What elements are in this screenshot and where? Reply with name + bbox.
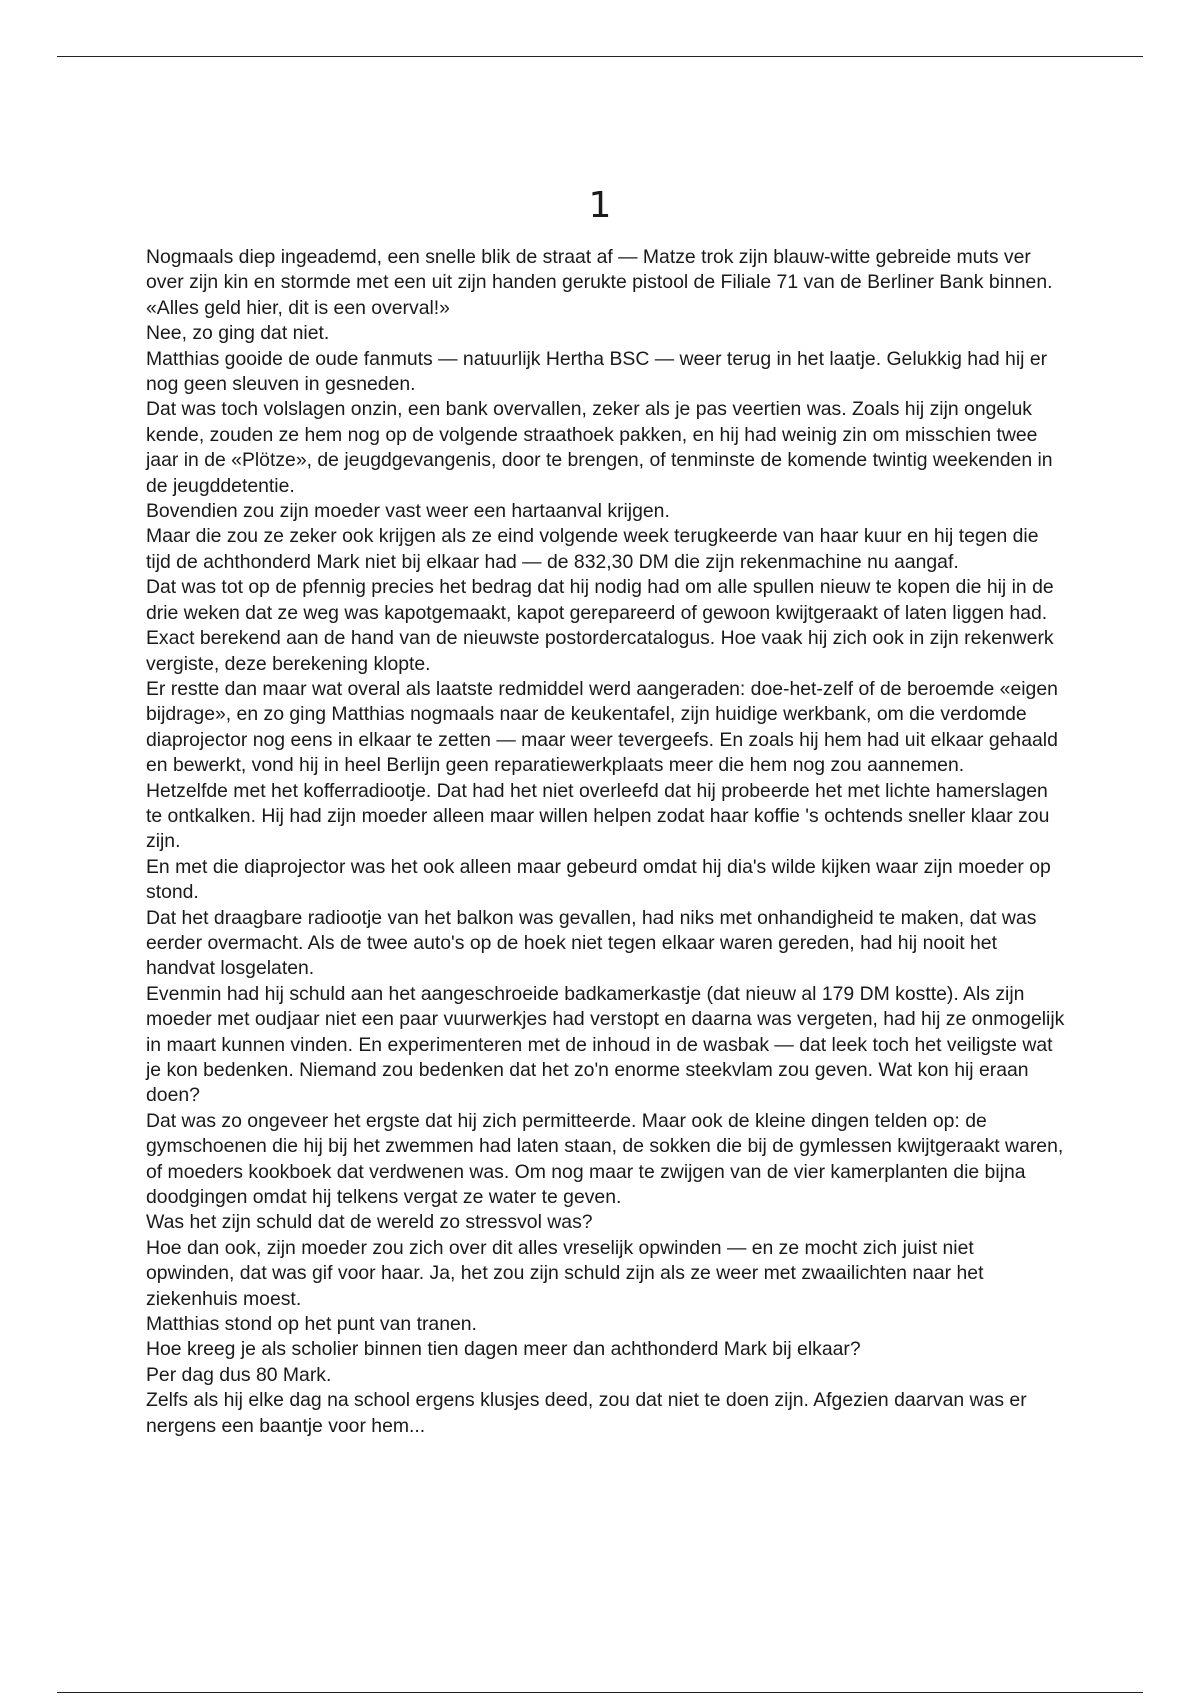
- paragraph: Hoe dan ook, zijn moeder zou zich over dit alles vreselijk opwinden — en ze mocht zich juist niet opwinden, dat was gif voor haar. Ja, het zou zijn schuld zijn als ze weer met zwaailichten naar het ziekenhuis moest.: [146, 1236, 984, 1310]
- paragraph: Nee, zo ging dat niet.: [146, 322, 330, 345]
- paragraph: Was het zijn schuld dat de wereld zo stressvol was?: [146, 1211, 593, 1234]
- paragraph: Nogmaals diep ingeademd, een snelle blik de straat af — Matze trok zijn blauw-witte gebreide muts ver over zijn kin en stormde met een uit zijn handen gerukte pistool de Filiale 71 van de Berliner Bank binnen. «Alles geld hier, dit is een overval!»: [146, 246, 1053, 319]
- paragraph: Dat was zo ongeveer het ergste dat hij zich permitteerde. Maar ook de kleine dingen telden op: de gymschoenen die hij bij het zwemmen had laten staan, de sokken die bij de gymlessen kwijtgeraakt waren, of moeders kookboek dat verdwenen was. Om nog maar te zwijgen van de vier kamerplanten die bijna doodgingen omdat hij telkens vergat ze water te geven.: [146, 1109, 1064, 1209]
- paragraph: Zelfs als hij elke dag na school ergens klusjes deed, zou dat niet te doen zijn. Afgezien daarvan was er nergens een baantje voor hem...: [146, 1389, 1027, 1437]
- chapter-body: [146, 245, 1066, 1439]
- paragraph: Per dag dus 80 Mark.: [146, 1363, 332, 1386]
- paragraph: Maar die zou ze zeker ook krijgen als ze eind volgende week terugkeerde van haar kuur en hij tegen die tijd de achthonderd Mark niet bij elkaar had — de 832,30 DM die zijn rekenmachine nu aangaf.: [146, 525, 1039, 573]
- paragraph: Hetzelfde met het kofferradiootje. Dat had het niet overleefd dat hij probeerde het met lichte hamerslagen te ontkalken. Hij had zijn moeder alleen maar willen helpen zodat haar koffie 's ochtends sneller klaar zou zijn.: [146, 779, 1050, 853]
- paragraph: En met die diaprojector was het ook alleen maar gebeurd omdat hij dia's wilde kijken waar zijn moeder op stond.: [146, 855, 1051, 904]
- paragraph: Dat was toch volslagen onzin, een bank overvallen, zeker als je pas veertien was. Zoals hij zijn ongeluk kende, zouden ze hem nog op de volgende straathoek pakken, en hij had weinig zin om misschien twee jaar in de «Plötze», de jeugdgevangenis, door te brengen, of tenminste de komende twintig weekenden in de jeugddetentie.: [146, 398, 1053, 497]
- header-rule: [57, 56, 1143, 57]
- paragraph: Matthias stond op het punt van tranen.: [146, 1313, 477, 1336]
- footer-rule: [57, 1692, 1143, 1693]
- paragraph: Matthias gooide de oude fanmuts — natuurlijk Hertha BSC — weer terug in het laatje. Gelukkig had hij er nog geen sleuven in gesneden.: [146, 347, 1048, 396]
- paragraph: Hoe kreeg je als scholier binnen tien dagen meer dan achthonderd Mark bij elkaar?: [146, 1338, 861, 1361]
- paragraph: Er restte dan maar wat overal als laatste redmiddel werd aangeraden: doe-het-zelf of de beroemde «eigen bijdrage», en zo ging Matthias nogmaals naar de keukentafel, zijn huidige werkbank, om die verdomde diaprojector nog eens in elkaar te zetten — maar weer tevergeefs. En zoals hij hem had uit elkaar gehaald en bewerkt, vond hij in heel Berlijn geen reparatiewerkplaats meer die hem nog zou aannemen.: [146, 677, 1058, 777]
- paragraph: Dat het draagbare radiootje van het balkon was gevallen, had niks met onhandigheid te maken, dat was eerder overmacht. Als de twee auto's op de hoek niet tegen elkaar waren gereden, had hij nooit het handvat losgelaten.: [146, 906, 1037, 980]
- paragraph: Bovendien zou zijn moeder vast weer een hartaanval krijgen.: [146, 500, 670, 523]
- paragraph: Dat was tot op de pfennig precies het bedrag dat hij nodig had om alle spullen nieuw te kopen die hij in de drie weken dat ze weg was kapotgemaakt, kapot gerepareerd of gewoon kwijtgeraakt of laten liggen had. Exact berekend aan de hand van de nieuwste postordercatalogus. Hoe vaak hij zich ook in zijn rekenwerk vergiste, deze berekening klopte.: [146, 576, 1054, 675]
- chapter-number: 1: [588, 185, 612, 226]
- paragraph: Evenmin had hij schuld aan het aangeschroeide badkamerkastje (dat nieuw al 179 DM kostte). Als zijn moeder met oudjaar niet een paar vuurwerkjes had verstopt en daarna was vergeten, had hij ze onmogelijk in maart kunnen vinden. En experimenteren met de inhoud in de wasbak — dat leek toch het veiligste wat je kon bedenken. Niemand zou bedenken dat het zo'n enorme steekvlam zou geven. Wat kon hij eraan doen?: [146, 982, 1065, 1107]
